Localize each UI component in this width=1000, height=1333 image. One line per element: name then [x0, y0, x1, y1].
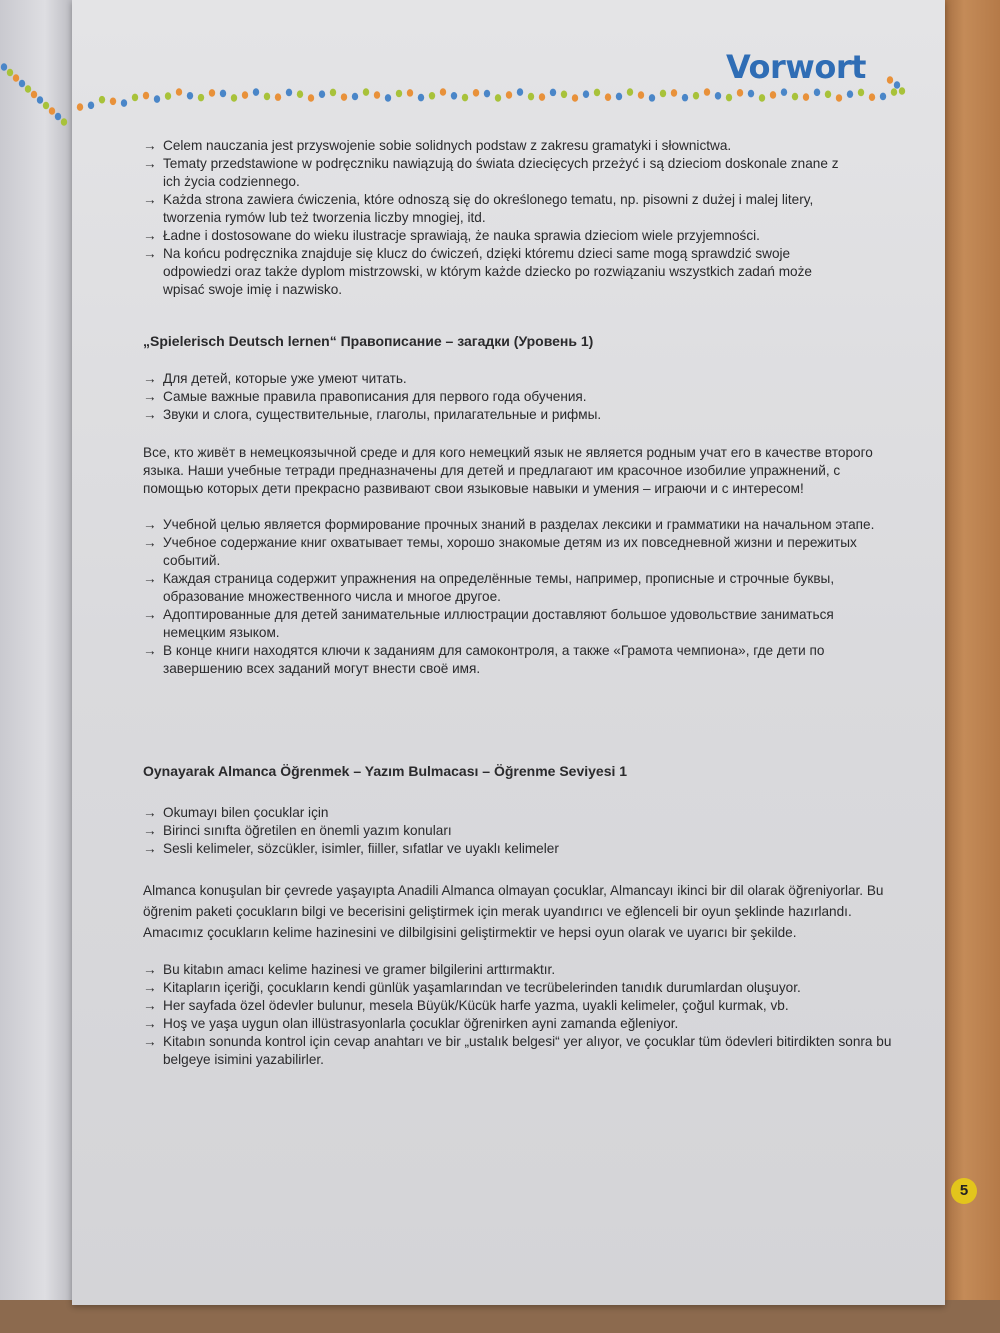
bullet-item	[143, 516, 893, 534]
decorative-dot	[880, 93, 886, 101]
bullet-item	[143, 245, 843, 299]
decorative-dot	[253, 88, 259, 96]
bullet-item	[143, 804, 893, 822]
decorative-dot	[594, 89, 600, 97]
bullet-item	[143, 1015, 893, 1033]
arrow-bullet-icon: →	[143, 1016, 157, 1031]
bullet-item	[143, 155, 843, 191]
arrow-bullet-icon: →	[143, 371, 157, 386]
bullet-text: Hoş ve yaşa uygun olan illüstrasyonlarla çocuklar öğrenirken ayni zamanda eğleniyor.	[163, 1016, 679, 1031]
russian-heading: „Spielerisch Deutsch lernen“ Правописание – загадки (Уровень 1)	[143, 333, 594, 349]
decorative-dot	[407, 89, 413, 97]
turkish-bullet-list-2	[143, 961, 893, 1069]
arrow-bullet-icon: →	[143, 607, 157, 622]
arrow-bullet-icon: →	[143, 535, 157, 550]
decorative-dot	[517, 88, 523, 96]
bullet-text: Celem nauczania jest przyswojenie sobie solidnych podstaw z zakresu gramatyki i słownictwa.	[163, 138, 732, 153]
decorative-dot	[759, 94, 765, 102]
turkish-section	[143, 762, 893, 1069]
decorative-dot	[528, 93, 534, 101]
bullet-text: Okumayı bilen çocuklar için	[163, 805, 329, 820]
bullet-item	[143, 534, 893, 570]
wooden-table	[940, 0, 1000, 1333]
arrow-bullet-icon: →	[143, 156, 157, 171]
page-title: Vorwort	[726, 48, 866, 86]
decorative-dot	[899, 87, 905, 95]
decorative-dot	[638, 91, 644, 99]
arrow-bullet-icon: →	[143, 841, 157, 856]
decorative-dot	[825, 91, 831, 99]
bullet-item	[143, 227, 843, 245]
decorative-dot	[121, 99, 127, 107]
decorative-dot	[198, 94, 204, 102]
arrow-bullet-icon: →	[143, 246, 157, 261]
arrow-bullet-icon: →	[143, 192, 157, 207]
bullet-item	[143, 822, 893, 840]
bullet-text: Для детей, которые уже умеют читать.	[163, 371, 407, 386]
decorative-dot	[737, 89, 743, 97]
decorative-dot	[242, 91, 248, 99]
arrow-bullet-icon: →	[143, 998, 157, 1013]
decorative-dot	[693, 92, 699, 100]
decorative-dot	[176, 88, 182, 96]
bullet-item	[143, 137, 843, 155]
bullet-text: В конце книги находятся ключи к заданиям для самоконтроля, а также «Грамота чемпиона», где дети по завершению всех заданий могут внести своё имя.	[163, 643, 825, 676]
bullet-item	[143, 979, 893, 997]
bullet-item	[143, 1033, 893, 1069]
decorative-dot	[110, 97, 116, 105]
decorative-dot	[363, 88, 369, 96]
decorative-dot	[616, 93, 622, 101]
russian-paragraph: Все, кто живёт в немецкоязычной среде и для кого немецкий язык не является родным учат его в качестве второго языка. Наши учебные тетради предназначены для детей и предлагают им красочное изобилие упражнений, с помощью которых дети прекрасно развивают свои языковые навыки и умения – играючи и с интересом!	[143, 445, 873, 496]
bullet-item	[143, 406, 893, 424]
arrow-bullet-icon: →	[143, 138, 157, 153]
decorative-dot	[31, 91, 37, 99]
decorative-dot	[7, 69, 13, 77]
decorative-dot	[495, 94, 501, 102]
decorative-dot	[704, 88, 710, 96]
decorative-dot	[627, 88, 633, 96]
arrow-bullet-icon: →	[143, 389, 157, 404]
decorative-dot	[572, 94, 578, 102]
bullet-text: Każda strona zawiera ćwiczenia, które odnoszą się do określonego tematu, np. pisowni z dużej i malej litery, tworzenia rymów lub też tworzenia liczby mnogiej, itd.	[163, 192, 814, 225]
arrow-bullet-icon: →	[143, 805, 157, 820]
decorative-dot	[726, 94, 732, 102]
decorative-dot	[352, 93, 358, 101]
decorative-dot	[792, 93, 798, 101]
decorative-dot	[43, 102, 49, 110]
decorative-dot	[308, 94, 314, 102]
turkish-heading: Oynayarak Almanca Öğrenmek – Yazım Bulmacası – Öğrenme Seviyesi 1	[143, 763, 628, 779]
previous-page-edge	[0, 0, 75, 1333]
decorative-dot	[473, 89, 479, 97]
decorative-dot	[462, 94, 468, 102]
decorative-dot	[374, 91, 380, 99]
decorative-dot	[803, 93, 809, 101]
decorative-dot	[61, 118, 67, 126]
decorative-dot	[715, 92, 721, 100]
arrow-bullet-icon: →	[143, 962, 157, 977]
decorative-dot	[154, 95, 160, 103]
arrow-bullet-icon: →	[143, 823, 157, 838]
decorative-dot	[55, 113, 61, 121]
decorative-dot	[836, 94, 842, 102]
russian-bullet-list-1	[143, 370, 893, 424]
decorative-dot	[484, 90, 490, 98]
bullet-item	[143, 388, 893, 406]
decorative-dot	[37, 96, 43, 104]
decorative-dot	[418, 94, 424, 102]
bullet-text: Самые важные правила правописания для первого года обучения.	[163, 389, 587, 404]
bullet-text: Kitapların içeriği, çocukların kendi günlük yaşamlarından ve tecrübelerinden tanıdık durumlardan oluşuyor.	[163, 980, 801, 995]
decorative-dot	[1, 63, 7, 71]
bullet-text: Учебной целью является формирование прочных знаний в разделах лексики и грамматики на начальном этапе.	[163, 517, 875, 532]
bullet-text: Na końcu podręcznika znajduje się klucz do ćwiczeń, dzięki któremu dzieci same mogą sprawdzić swoje odpowiedzi oraz także dyplom mistrzowski, w którym każde dziecko po rozwiązaniu wszystkich zadań może wpisać swoje imię i nazwisko.	[163, 246, 812, 297]
bullet-text: Tematy przedstawione w podręczniku nawiązują do świata dziecięcych przeżyć i są dzieciom doskonale znane z ich życia codziennego.	[163, 156, 839, 189]
page-number: 5	[951, 1178, 977, 1204]
bullet-item	[143, 191, 843, 227]
decorative-dot	[99, 96, 105, 104]
bullet-text: Каждая страница содержит упражнения на определённые темы, например, прописные и строчные буквы, образование множественного числа и многое другое.	[163, 571, 835, 604]
decorative-dot	[539, 93, 545, 101]
decorative-dot	[330, 89, 336, 97]
decorative-dot	[561, 90, 567, 98]
decorative-dot	[506, 91, 512, 99]
decorative-dot	[869, 93, 875, 101]
decorative-dot	[748, 90, 754, 98]
bullet-text: Звуки и слога, существительные, глаголы, прилагательные и рифмы.	[163, 407, 602, 422]
bullet-text: Учебное содержание книг охватывает темы, хорошо знакомые детям из их повседневной жизни и пережитых событий.	[163, 535, 857, 568]
decorative-dot	[264, 93, 270, 101]
decorative-dot	[671, 89, 677, 97]
decorative-dot	[77, 103, 83, 111]
decorative-dot	[858, 89, 864, 97]
bullet-item	[143, 642, 893, 678]
decorative-dot	[440, 88, 446, 96]
decorative-dot	[583, 90, 589, 98]
decorative-dot	[341, 93, 347, 101]
decorative-dot	[275, 93, 281, 101]
bullet-text: Her sayfada özel ödevler bulunur, mesela Büyük/Kücük harfe yazma, uyakli kelimeler, çoğul kurmak, vb.	[163, 998, 789, 1013]
arrow-bullet-icon: →	[143, 1034, 157, 1049]
bullet-item	[143, 997, 893, 1015]
bullet-text: Sesli kelimeler, sözcükler, isimler, fiiller, sıfatlar ve uyaklı kelimeler	[163, 841, 559, 856]
decorative-dot	[132, 94, 138, 102]
decorative-dot	[209, 89, 215, 97]
decorative-dot	[13, 74, 19, 82]
decorative-dot	[894, 81, 900, 89]
bullet-text: Kitabın sonunda kontrol için cevap anahtarı ve bir „ustalık belgesi“ yer alıyor, ve çocuklar tüm ödevleri bitirdikten sonra bu belgeye isimini yazabilirler.	[163, 1034, 892, 1067]
bullet-text: Birinci sınıfta öğretilen en önemli yazım konuları	[163, 823, 452, 838]
turkish-paragraph: Almanca konuşulan bir çevrede yaşayıpta Anadili Almanca olmayan çocuklar, Almancayı ikinci bir dil olarak öğreniyorlar. Bu öğrenim paketi çocukların bilgi ve becerisini geliştirmek için merak uyandırıcı ve eğlenceli bir oyun şeklinde hazırlandı. Amacımız çocukların kelime hazinesini ve dilbilgisini geliştirmektir ve hepsi oyun olarak ve uyarıcı bir şekilde.	[143, 883, 884, 940]
bullet-item	[143, 370, 893, 388]
bullet-text: Ładne i dostosowane do wieku ilustracje sprawiają, że nauka sprawia dzieciom wiele przyjemności.	[163, 228, 760, 243]
decorative-dot	[220, 90, 226, 98]
russian-section	[143, 332, 893, 678]
decorative-dot	[682, 94, 688, 102]
decorative-dot	[231, 94, 237, 102]
decorative-dot	[319, 90, 325, 98]
bullet-text: Bu kitabın amacı kelime hazinesi ve gramer bilgilerini arttırmaktır.	[163, 962, 556, 977]
decorative-dot	[781, 88, 787, 96]
decorative-dot	[165, 92, 171, 100]
polish-bullet-list	[143, 137, 843, 299]
bullet-item	[143, 570, 893, 606]
decorative-dot	[550, 89, 556, 97]
decorative-dot	[187, 92, 193, 100]
decorative-dot	[887, 76, 893, 84]
decorative-dot	[25, 85, 31, 93]
bullet-text: Адоптированные для детей занимательные иллюстрации доставляют большое удовольствие заниматься немецким языком.	[163, 607, 834, 640]
decorative-dot	[286, 89, 292, 97]
polish-section	[143, 137, 843, 299]
arrow-bullet-icon: →	[143, 571, 157, 586]
decorative-dot	[385, 94, 391, 102]
arrow-bullet-icon: →	[143, 228, 157, 243]
decorative-dot	[396, 90, 402, 98]
bullet-item	[143, 961, 893, 979]
decorative-dot	[649, 94, 655, 102]
decorative-dot	[88, 102, 94, 110]
bullet-item	[143, 606, 893, 642]
decorative-dot	[451, 92, 457, 100]
decorative-dot	[770, 91, 776, 99]
decorative-dot	[297, 90, 303, 98]
arrow-bullet-icon: →	[143, 407, 157, 422]
decorative-dot	[429, 92, 435, 100]
arrow-bullet-icon: →	[143, 643, 157, 658]
decorative-dot	[847, 90, 853, 98]
turkish-bullet-list-1	[143, 804, 893, 858]
arrow-bullet-icon: →	[143, 980, 157, 995]
decorative-dot	[814, 89, 820, 97]
decorative-dot	[143, 92, 149, 100]
decorative-dot	[660, 90, 666, 98]
decorative-dot	[605, 93, 611, 101]
russian-bullet-list-2	[143, 516, 893, 678]
decorative-dot	[49, 107, 55, 115]
arrow-bullet-icon: →	[143, 517, 157, 532]
decorative-dot	[891, 88, 897, 96]
decorative-dot	[19, 80, 25, 88]
bullet-item	[143, 840, 893, 858]
